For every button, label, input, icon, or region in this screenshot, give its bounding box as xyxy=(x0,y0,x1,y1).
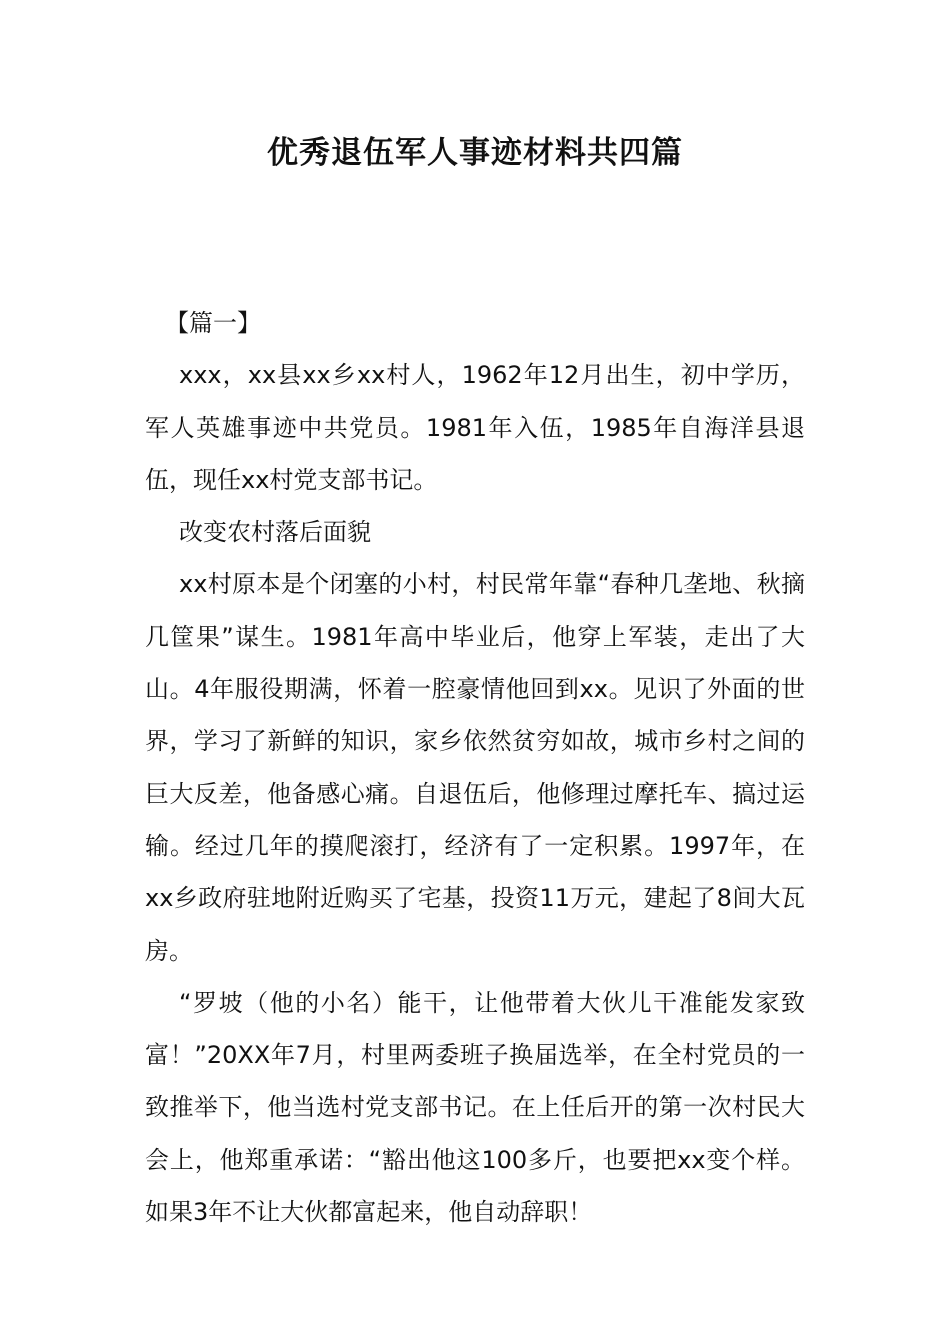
paragraph-village-history: xx村原本是个闭塞的小村，村民常年靠“春种几垄地、秋摘几筐果”谋生。1981年高中毕业后，他穿上军装，走出了大山。4年服役期满，怀着一腔豪情他回到xx。见识了外面的世界，学习了新鲜的知识，家乡依然贫穷如故，城市乡村之间的巨大反差，他备感心痛。自退伍后，他修理过摩托车、搞过运输。经过几年的摸爬滚打，经济有了一定积累。1997年，在xx乡政府驻地附近购买了宅基，投资11万元，建起了8间大瓦房。 xyxy=(145,570,805,965)
paragraph-intro: xxx，xx县xx乡xx村人，1962年12月出生，初中学历，军人英雄事迹中共党员。1981年入伍，1985年自海洋县退伍，现任xx村党支部书记。 xyxy=(145,361,805,494)
document-body xyxy=(145,297,805,1238)
section-label: 【篇一】 xyxy=(165,309,261,337)
paragraph-election: “罗坡（他的小名）能干，让他带着大伙儿干准能发家致富！”20XX年7月，村里两委班子换届选举，在全村党员的一致推举下，他当选村党支部书记。在上任后开的第一次村民大会上，他郑重承诺：“豁出他这100多斤，也要把xx变个样。如果3年不让大伙都富起来，他自动辞职！ xyxy=(145,988,805,1227)
paragraph-subheading: 改变农村落后面貌 xyxy=(179,518,371,547)
document-title: 优秀退伍军人事迹材料共四篇 xyxy=(267,135,683,171)
